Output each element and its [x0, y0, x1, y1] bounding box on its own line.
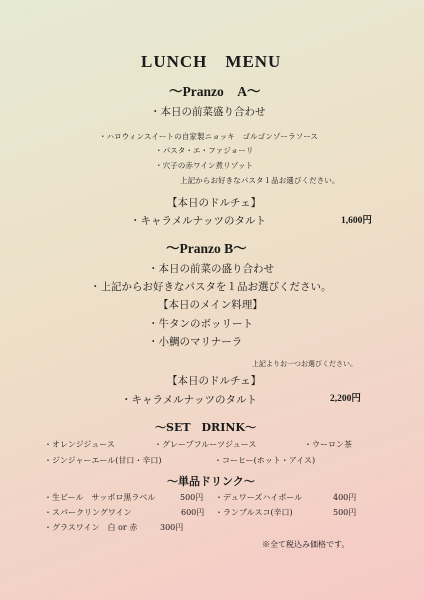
drink-item-name: ・生ビール サッポロ黒ラベル — [44, 493, 156, 502]
pranzo-b-main-item: ・小鯛のマリナーラ — [148, 336, 243, 348]
pranzo-a-pasta-item: ・ハロウィンスイートの自家製ニョッキ ゴルゴンゾーラソース — [99, 132, 318, 141]
pranzo-b-main-item: ・牛タンのボッリート — [148, 318, 253, 330]
pranzo-a-pasta-note: 上記からお好きなパスタ１品お選びください。 — [180, 176, 340, 185]
drink-item-name: ・グラスワイン 白 or 赤 — [44, 523, 138, 532]
pranzo-b-dolce-label: 【本日のドルチェ】 — [167, 375, 262, 387]
pranzo-b-main-label: 【本日のメイン料理】 — [158, 299, 263, 311]
pranzo-a-heading: ～Pranzo A～ — [169, 84, 261, 99]
drink-item-name: ・ランブルスコ(辛口) — [215, 508, 293, 517]
drink-item-price: 500円 — [180, 493, 204, 502]
pranzo-a-antipasto: ・本日の前菜盛り合わせ — [150, 106, 266, 118]
pranzo-b-antipasto: ・本日の前菜の盛り合わせ — [148, 263, 274, 275]
pranzo-b-heading: ～Pranzo B～ — [166, 241, 247, 256]
drink-item-price: 500円 — [333, 508, 357, 517]
tax-footnote: ※全て税込み価格です。 — [262, 540, 350, 549]
pranzo-a-pasta-item: ・穴子の赤ワイン煮リゾット — [155, 161, 254, 170]
pranzo-a-pasta-item: ・パスタ・エ・ファジョーリ — [155, 146, 254, 155]
set-drink-item: ・グレープフルーツジュース — [154, 440, 257, 449]
pranzo-b-dolce: ・キャラメルナッツのタルト — [121, 394, 257, 406]
pranzo-b-pasta: ・上記からお好きなパスタを１品お選びください。 — [90, 281, 332, 293]
menu-title: LUNCH MENU — [141, 52, 282, 71]
drink-item-price: 400円 — [333, 493, 357, 502]
pranzo-a-dolce: ・キャラメルナッツのタルト — [130, 215, 266, 227]
set-drink-item: ・コーヒー(ホット・アイス) — [214, 456, 316, 465]
set-drink-item: ・ウーロン茶 — [304, 440, 352, 449]
drink-item-name: ・デュワーズハイボール — [215, 493, 303, 502]
pranzo-b-main-note: 上記よりお一つお選びください。 — [252, 360, 357, 368]
drink-item-name: ・スパークリングワイン — [44, 508, 132, 517]
pranzo-a-dolce-label: 【本日のドルチェ】 — [167, 197, 262, 209]
single-drink-heading: ～単品ドリンク～ — [167, 475, 255, 488]
pranzo-b-price: 2,200円 — [330, 394, 361, 404]
set-drink-item: ・ジンジャーエール(甘口・辛口) — [44, 456, 162, 465]
pranzo-a-price: 1,600円 — [341, 216, 372, 226]
set-drink-heading: ～SET DRINK～ — [155, 421, 256, 434]
drink-item-price: 300円 — [160, 523, 184, 532]
drink-item-price: 600円 — [181, 508, 205, 517]
set-drink-item: ・オレンジジュース — [44, 440, 115, 449]
